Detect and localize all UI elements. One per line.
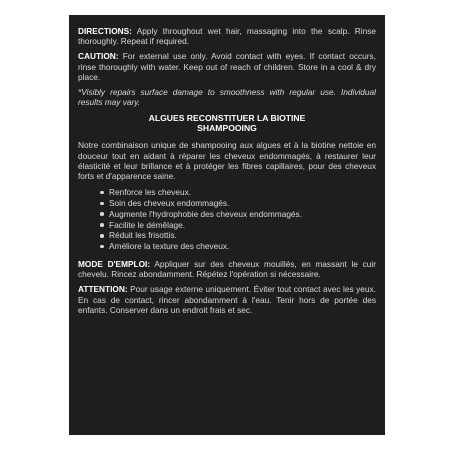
bullet-icon — [100, 191, 104, 195]
french-product-title — [78, 113, 376, 133]
benefit-text: Renforce les cheveux. — [109, 187, 192, 198]
bullet-icon — [100, 223, 104, 227]
directions-paragraph — [78, 26, 376, 46]
benefit-item — [100, 198, 376, 209]
mode-emploi-heading: MODE D'EMPLOI: — [78, 259, 151, 270]
bullet-icon — [100, 212, 104, 216]
french-title-line-1: ALGUES RECONSTITUER LA BIOTINE — [148, 113, 306, 124]
attention-text: Pour usage externe uniquement. Éviter tout contact avec les yeux. En cas de contact, rincer abondamment à l'eau. Tenir hors de portée des enfants. Conserver dans un endroit frais et sec. — [78, 284, 376, 315]
bullet-icon — [100, 202, 104, 206]
caution-text: For external use only. Avoid contact with eyes. If contact occurs, rinse thoroughly with water. Keep out of reach of children. Store in a cool & dry place. — [78, 51, 376, 82]
directions-heading: DIRECTIONS: — [78, 26, 132, 36]
benefit-item — [100, 209, 376, 220]
attention-paragraph — [78, 284, 376, 315]
mode-emploi-text: Appliquer sur des cheveux mouillés, en massant le cuir chevelu. Rincez abondamment. Répétez l'opération si nécessaire. — [78, 259, 376, 280]
caution-heading: CAUTION: — [78, 51, 119, 62]
benefit-text: Augmente l'hydrophobie des cheveux endommagés. — [109, 208, 302, 219]
benefit-item — [100, 230, 376, 241]
caution-paragraph — [78, 51, 376, 82]
bullet-icon — [100, 234, 104, 238]
benefit-item — [100, 220, 376, 231]
mode-emploi-paragraph — [78, 259, 376, 279]
benefits-list — [78, 187, 376, 252]
benefit-text: Soin des cheveux endommagés. — [109, 198, 230, 209]
benefit-text: Réduit les frisottis. — [109, 230, 177, 241]
attention-heading: ATTENTION: — [78, 284, 128, 295]
results-disclaimer: *Visibly repairs surface damage to smoothness with regular use. Individual results may vary. — [78, 87, 376, 108]
product-label-panel — [69, 15, 385, 435]
directions-text: Apply throughout wet hair, massaging into the scalp. Rinse thoroughly. Repeat if required. — [78, 26, 376, 47]
benefit-item — [100, 187, 376, 198]
french-title-line-2: SHAMPOOING — [197, 123, 257, 134]
benefit-text: Améliore la texture des cheveux. — [109, 241, 230, 252]
benefit-text: Facilite le démêlage. — [109, 219, 186, 230]
bullet-icon — [100, 245, 104, 249]
french-description: Notre combinaison unique de shampooing aux algues et à la biotine nettoie en douceur tout en aidant à réparer les cheveux endommagés, à restaurer leur élasticité et leur brillance et à protéger les fibres capillaires, pour des cheveux forts et d'apparence saine. — [78, 140, 376, 182]
benefit-item — [100, 241, 376, 252]
